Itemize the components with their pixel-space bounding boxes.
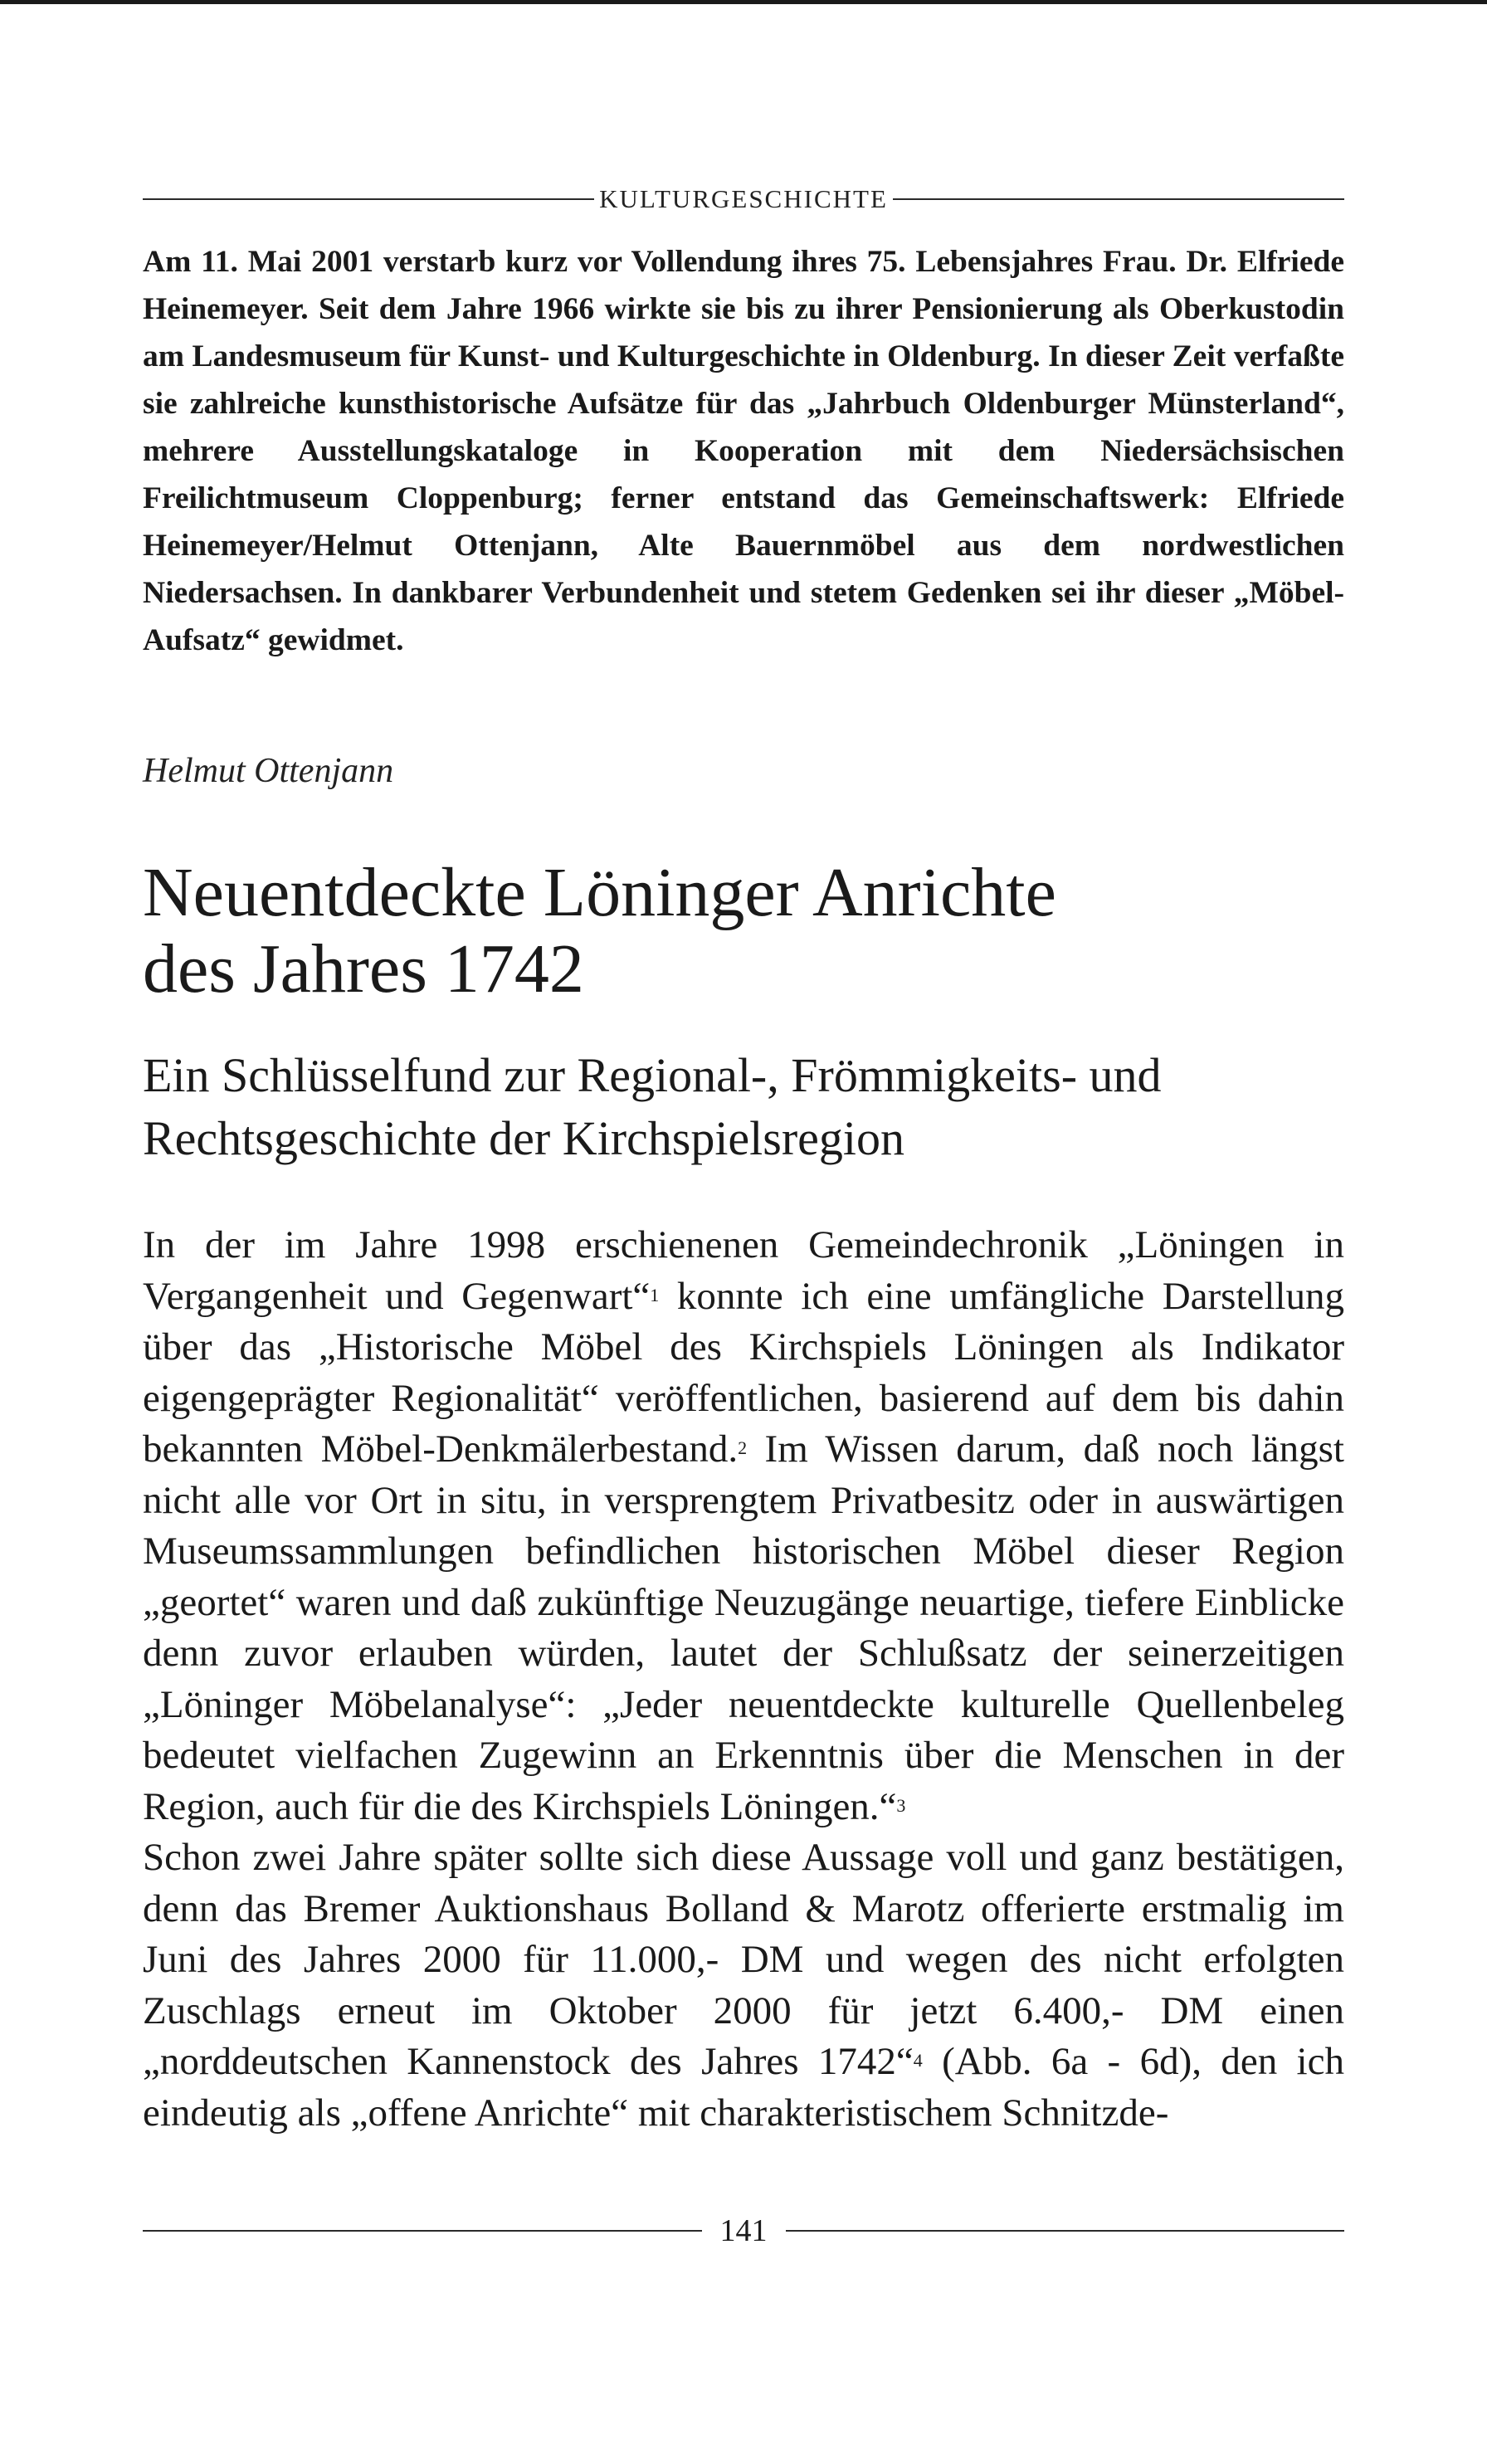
paragraph-2-part-a: Schon zwei Jahre später sollte sich diese Aussage voll und ganz bestätigen, denn das Bremer Auktionshaus Bolland & Marotz offerierte erstmalig im Juni des Jahres 2000 für 11.000,- DM und wegen des nicht erfolgten Zuschlags erneut im Oktober 2000 für jetzt 6.400,- DM einen „norddeutschen Kannenstock des Jahres 1742“ [143, 1836, 1344, 2083]
article-subtitle [143, 1044, 1344, 1170]
paragraph-1-part-c: Im Wissen darum, daß noch längst nicht alle vor Ort in situ, in versprengtem Privatbesitz oder in auswärtigen Museumssammlungen befindlichen historischen Möbel dieser Region „geortet“ waren und daß zukünftige Neuzugänge neuartige, tiefere Einblicke denn zuvor erlauben würden, lautet der Schlußsatz der seinerzeitigen „Löninger Möbelanalyse“: „Jeder neuentdeckte kulturelle Quellenbeleg bedeutet vielfachen Zugewinn an Erkenntnis über die Menschen in der Region, auch für die des Kirchspiels Löningen.“ [143, 1427, 1344, 1828]
paragraph-1-part-a: In der im Jahre 1998 erschienenen Gemeindechronik „Löningen in Vergangenheit und Gegenwart“ [143, 1223, 1344, 1318]
page-footer [143, 2213, 1344, 2249]
dedication-text: Am 11. Mai 2001 verstarb kurz vor Vollendung ihres 75. Lebensjahres Frau. Dr. Elfriede Heinemeyer. Seit dem Jahre 1966 wirkte sie bis zu ihrer Pensionierung als Oberkustodin am Landesmuseum für Kunst- und Kulturgeschichte in Oldenburg. In dieser Zeit verfaßte sie zahlreiche kunsthistorische Aufsätze für das „Jahrbuch Oldenburger Münsterland“, mehrere Ausstellungskataloge in Kooperation mit dem Niedersächsischen Freilichtmuseum Cloppenburg; ferner entstand das Gemeinschaftswerk: Elfriede Heinemeyer/Helmut Ottenjann, Alte Bauernmöbel aus dem nordwestlichen Niedersachsen. In dankbarer Verbundenheit und stetem Gedenken sei ihr dieser „Möbel-Aufsatz“ gewidmet. [143, 245, 1344, 657]
paragraph-1-part-b: konnte ich eine umfängliche Darstellung über das „Historische Möbel des Kirchspiels Löningen als Indikator eigengeprägter Regionalität“ veröffentlichen, basierend auf dem bis dahin bekannten Möbel-Denkmälerbestand. [143, 1274, 1344, 1471]
article-title [143, 855, 1344, 1008]
subtitle-line-2: Rechtsgeschichte der Kirchspielsregion [143, 1111, 905, 1165]
article-author: Helmut Ottenjann [143, 752, 394, 790]
dedication-note [143, 238, 1344, 664]
paragraph-2 [143, 1832, 1344, 2139]
header-rule-left [143, 198, 594, 200]
title-line-1: Neuentdeckte Löninger Anrichte [143, 854, 1056, 931]
top-border-rule [0, 0, 1487, 4]
page-number: 141 [719, 2213, 768, 2248]
footer-rule-right [786, 2230, 1345, 2232]
subtitle-line-1: Ein Schlüsselfund zur Regional-, Frömmigkeits- und [143, 1048, 1162, 1102]
header-rule-right [893, 198, 1344, 200]
footnote-ref-2: 2 [738, 1437, 748, 1458]
footnote-ref-4: 4 [913, 2050, 923, 2071]
running-header [143, 184, 1344, 214]
article-body [143, 1220, 1344, 2139]
title-line-2: des Jahres 1742 [143, 930, 584, 1008]
footnote-ref-3: 3 [896, 1794, 906, 1816]
paragraph-1 [143, 1220, 1344, 1832]
footnote-ref-1: 1 [650, 1284, 660, 1305]
section-label: KULTURGESCHICHTE [599, 184, 888, 213]
paragraph-2-part-b: (Abb. 6a - 6d), den ich eindeutig als „offene Anrichte“ mit charakteristischem Schnitzde- [143, 2040, 1344, 2135]
footer-rule-left [143, 2230, 702, 2232]
